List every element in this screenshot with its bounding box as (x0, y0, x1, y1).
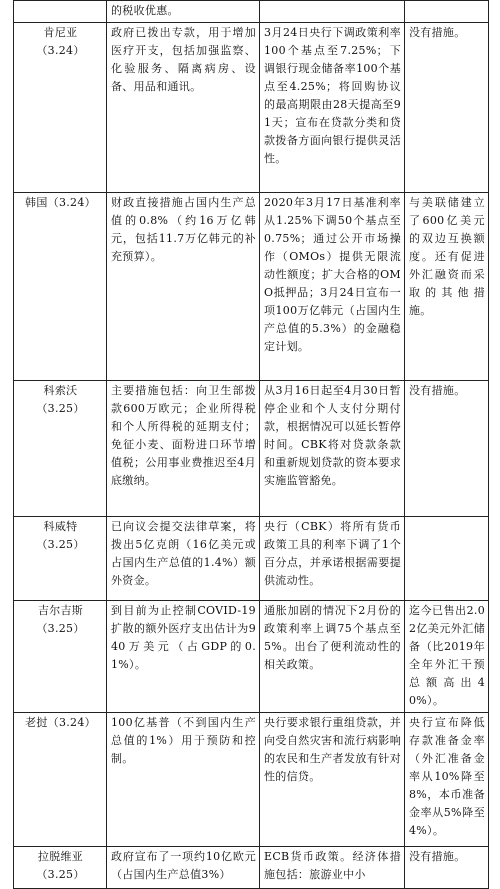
country-name: 老挝（3.24） (25, 716, 96, 729)
fiscal-measures-cell: 主要措施包括：向卫生部拨款600万欧元；企业所得税和个人所得税的延期支付；免征小麦、面粉进口环节增值税；公用事业费推迟至4月底缴纳。 (107, 381, 260, 517)
table-row (14, 1, 489, 23)
monetary-measures-cell (260, 1, 405, 23)
country-name: 科威特 (43, 520, 78, 533)
fx-measures-cell (405, 517, 489, 601)
fiscal-measures-cell: 的税收优惠。 (107, 1, 260, 23)
monetary-measures-cell: 2020年3月17日基准利率从1.25%下调50个基点至0.75%；通过公开市场操作（OMOs）提供无限流动性额度；扩大合格的OMO抵押品；3月24日宣布一项100万亿韩元（占国内生产总值的5.3%）的金融稳定计划。 (260, 193, 405, 381)
country-cell (14, 713, 107, 847)
fiscal-measures-cell: 已向议会提交法律草案，将拨出5亿克朗（16亿美元或占国内生产总值的1.4%）额外资金。 (107, 517, 260, 601)
country-date: （3.25） (36, 538, 85, 551)
country-date: （3.24） (36, 44, 85, 57)
table-row (14, 23, 489, 193)
table-row (14, 193, 489, 381)
country-cell (14, 517, 107, 601)
fiscal-measures-cell: 政府宣布了一项约10亿欧元（占国内生产总值3%） (107, 847, 260, 889)
fx-measures-cell: 央行宣布降低存款准备金率（外汇准备金率从10%降至8%，本币准备金率从5%降至4%）。 (405, 713, 489, 847)
monetary-measures-cell: ECB货币政策。经济体措施包括：旅游业中小 (260, 847, 405, 889)
country-name: 韩国（3.24） (25, 196, 96, 209)
country-date: （3.25） (36, 402, 85, 415)
fx-measures-cell: 迄今已售出2.02亿美元外汇储备（比2019年全年外汇干预总额高出40%）。 (405, 601, 489, 713)
country-cell (14, 601, 107, 713)
table-row (14, 381, 489, 517)
fx-measures-cell: 没有措施。 (405, 381, 489, 517)
monetary-measures-cell: 央行要求银行重组贷款，并向受自然灾害和流行病影响的农民和生产者发放有针对性的信贷。 (260, 713, 405, 847)
table-row (14, 601, 489, 713)
policy-table-body (14, 1, 489, 889)
fx-measures-cell (405, 1, 489, 23)
country-cell (14, 381, 107, 517)
fiscal-measures-cell: 100亿基普（不到国内生产总值的1%）用于预防和控制。 (107, 713, 260, 847)
table-row (14, 517, 489, 601)
fx-measures-cell: 没有措施。 (405, 847, 489, 889)
country-name: 吉尔吉斯 (37, 604, 84, 617)
table-row (14, 847, 489, 889)
country-name: 肯尼亚 (43, 26, 78, 39)
policy-table (13, 0, 489, 889)
fx-measures-cell: 没有措施。 (405, 23, 489, 193)
monetary-measures-cell: 通胀加剧的情况下2月份的政策利率上调75个基点至5%。出台了便利流动性的相关政策。 (260, 601, 405, 713)
monetary-measures-cell: 央行（CBK）将所有货币政策工具的利率下调了1个百分点，并承诺根据需要提供流动性。 (260, 517, 405, 601)
country-date: （3.25） (36, 868, 85, 881)
country-name: 拉脱维亚 (37, 850, 84, 863)
table-row (14, 713, 489, 847)
monetary-measures-cell: 3月24日央行下调政策利率100个基点至7.25%；下调银行现金储备率100个基点至4.25%；将回购协议的最高期限由28天提高至91天；宣布在贷款分类和贷款拨备方面向银行提供灵活性。 (260, 23, 405, 193)
fiscal-measures-cell: 政府已拨出专款，用于增加医疗开支，包括加强监察、化验服务、隔离病房、设备、用品和通讯。 (107, 23, 260, 193)
country-cell (14, 1, 107, 23)
fx-measures-cell: 与美联储建立了600亿美元的双边互换额度。还有促进外汇融资而采取的其他措施。 (405, 193, 489, 381)
country-cell (14, 193, 107, 381)
country-cell (14, 23, 107, 193)
monetary-measures-cell: 从3月16日起至4月30日暂停企业和个人支付分期付款，根据情况可以延长暂停时间。CBK将对贷款条款和重新规划贷款的资本要求实施监管豁免。 (260, 381, 405, 517)
fiscal-measures-cell: 到目前为止控制COVID-19扩散的额外医疗支出估计为940万美元（占GDP的0.1%）。 (107, 601, 260, 713)
fiscal-measures-cell: 财政直接措施占国内生产总值的0.8%（约16万亿韩元，包括11.7万亿韩元的补充预算）。 (107, 193, 260, 381)
country-name: 科索沃 (43, 384, 78, 397)
country-cell (14, 847, 107, 889)
country-date: （3.25） (36, 622, 85, 635)
